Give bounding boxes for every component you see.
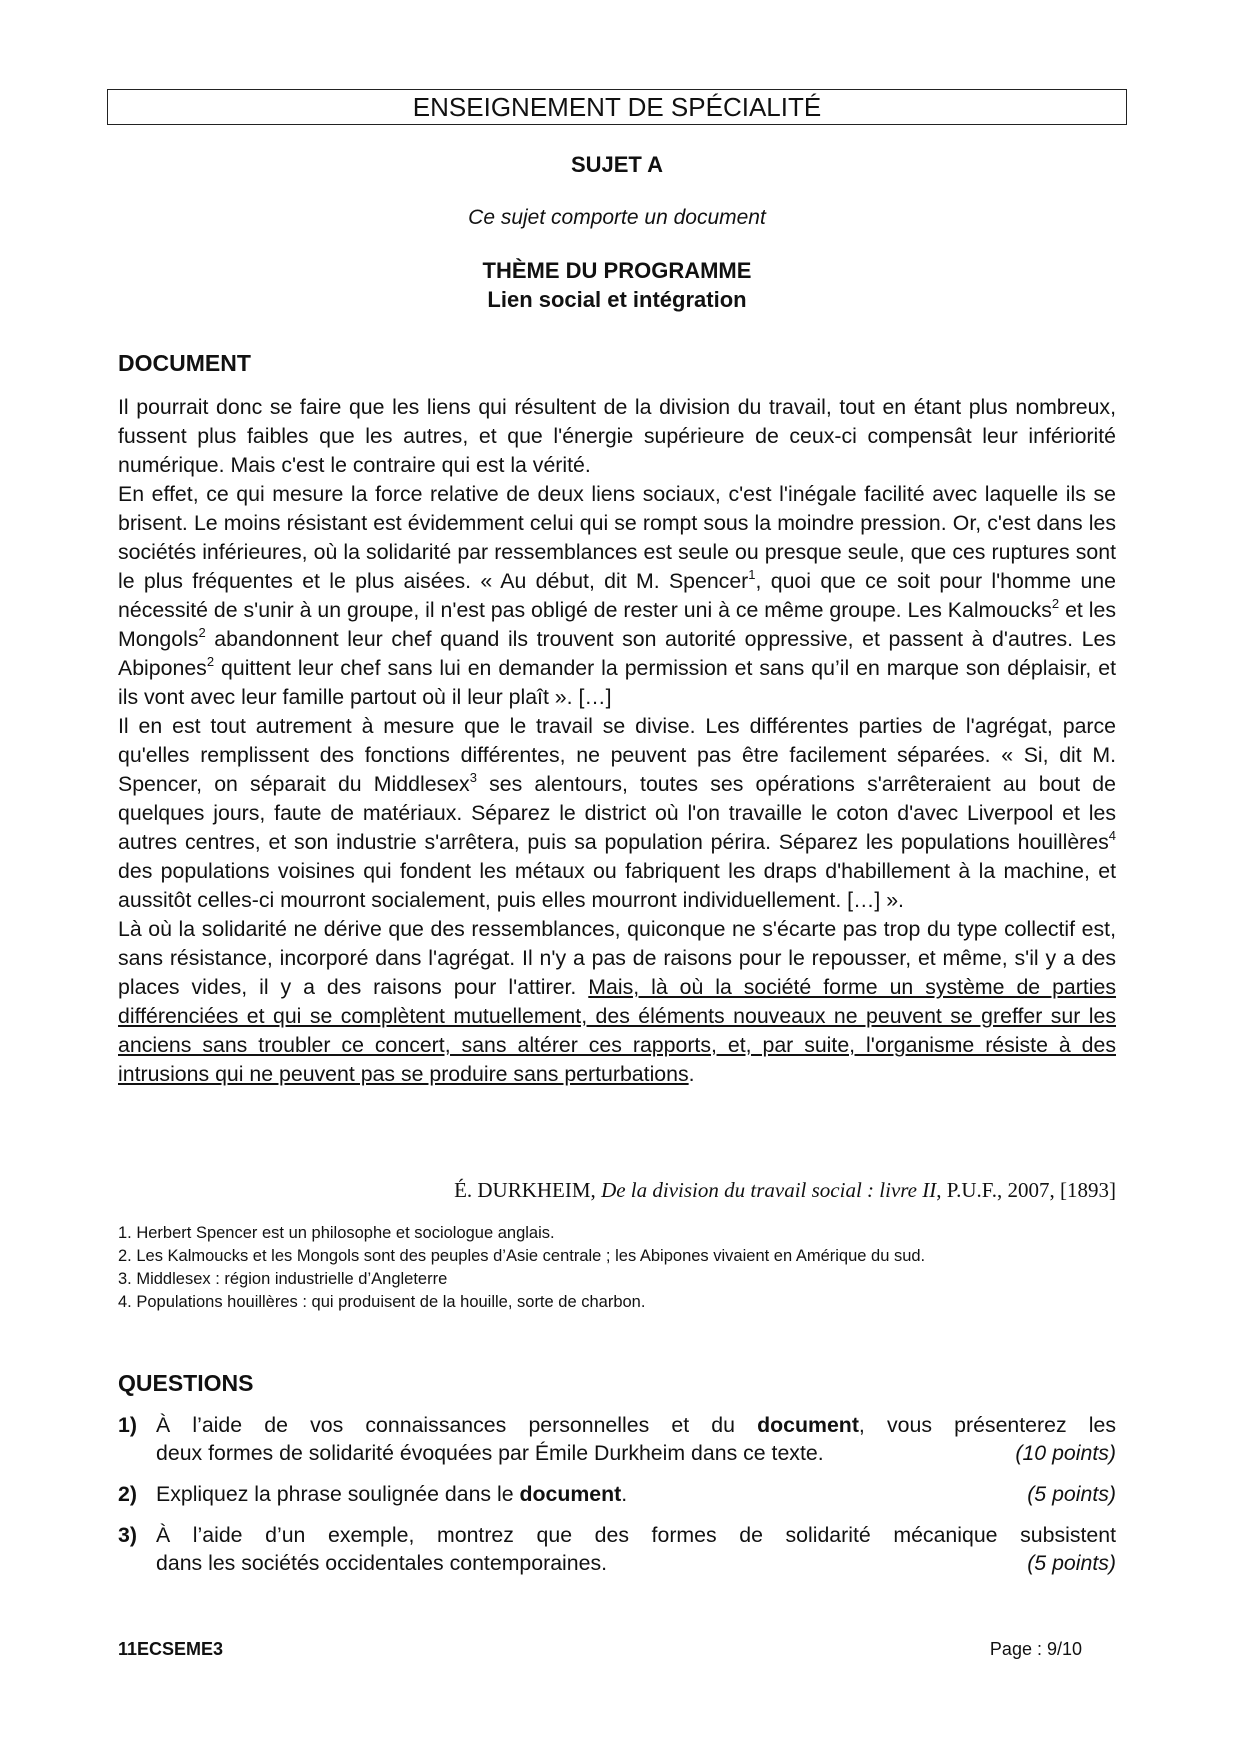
document-paragraph-1: Il pourrait donc se faire que les liens qui résultent de la division du travail, tout en étant plus nombreux, fussent plus faibles que les autres, et que l'énergie supérieure de ceux-ci compensât leur infériorité numérique. Mais c'est le contraire qui est la vérité. [118, 395, 1116, 477]
points-label: (5 points) [1027, 1551, 1116, 1575]
footnotes [118, 1222, 1138, 1314]
document-paragraph-4: Là où la solidarité ne dérive que des ressemblances, quiconque ne s'écarte pas trop du type collectif est, sans résistance, incorporé dans l'agrégat. Il n'y a pas de raisons pour le repousser, et même, s'il y a des places vides, il y a des raisons pour l'attirer. Mais, là où la société forme un système de parties différenciées et qui se complètent mutuellement, des éléments nouveaux ne peuvent se greffer sur les anciens sans troubler ce concert, sans altérer ces rapports, et, par suite, l'organisme résiste à des intrusions qui ne peuvent pas se produire sans perturbations. [118, 917, 1117, 1086]
theme-name: Lien social et intégration [487, 287, 747, 312]
footnote-2: 2. Les Kalmoucks et les Mongols sont des peuples d’Asie centrale ; les Abipones vivaient en Amérique du sud. [118, 1247, 926, 1265]
points-label: (10 points) [1015, 1441, 1116, 1465]
footnote-1: 1. Herbert Spencer est un philosophe et sociologue anglais. [118, 1224, 555, 1242]
document-paragraph-3: Il en est tout autrement à mesure que le travail se divise. Les différentes parties de l'agrégat, parce qu'elles remplissent des fonctions différentes, ne peuvent pas être facilement séparées. « Si, dit M. Spencer, on séparait du Middlesex$^3$ ses alentours, toutes ses opérations s'arrêteraient au bout de quelques jours, faute de matériaux. Séparez le district où l'on travaille le coton d'avec Liverpool et les autres centres, et son industrie s'arrêtera, puis sa population périra. Séparez les populations houillères$^4$ des populations voisines qui fondent les métaux ou fabriquent les draps d'habillement à la machine, et aussitôt celles-ci mourront socialement, puis elles mourront individuellement. […] ». [118, 714, 1116, 912]
subject-title: SUJET A [570, 152, 664, 177]
document-source: É. DURKHEIM, De la division du travail social : livre II, P.U.F., 2007, [1893] [454, 1178, 1116, 1202]
questions-list [118, 1411, 1116, 1590]
question-3: 3) À l’aide d’un exemple, montrez que des formes de solidarité mécanique subsistent dans les sociétés occidentales contemporaines. (5 points) [118, 1523, 1116, 1575]
footnote-ref: 4 [1108, 828, 1116, 843]
footnote-ref: 2 [1051, 596, 1060, 611]
points-label: (5 points) [1027, 1482, 1116, 1506]
document-heading: DOCUMENT [118, 350, 251, 376]
footnote-ref: 2 [206, 654, 215, 669]
document-paragraph-2: En effet, ce qui mesure la force relative de deux liens sociaux, c'est l'inégale facilité avec laquelle ils se brisent. Le moins résistant est évidemment celui qui se rompt sous la moindre pression. Or, c'est dans les sociétés inférieures, où la solidarité par ressemblances est seule ou presque seule, que ces ruptures sont le plus fréquentes et le plus aisées. « Au début, dit M. Spencer$^1$, quoi que ce soit pour l'homme une nécessité de s'unir à un groupe, il n'est pas obligé de rester uni à ce même groupe. Les Kalmoucks$^2$ et les Mongols$^2$ abandonnent leur chef quand ils trouvent son autorité oppressive, et passent à d'autres. Les Abipones$^2$ quittent leur chef sans lui en demander la permission et sans qu’il en marque son déplaisir, et ils vont avec leur famille partout où il leur plaît ». […] [118, 482, 1116, 709]
question-2: 2) Expliquez la phrase soulignée dans le document. (5 points) [118, 1482, 1116, 1506]
footnote-ref: 3 [469, 770, 477, 785]
questions-heading: QUESTIONS [118, 1370, 254, 1396]
question-1: 1) À l’aide de vos connaissances personnelles et du document, vous présenterez les deux formes de solidarité évoquées par Émile Durkheim dans ce texte. (10 points) [118, 1413, 1116, 1465]
page-number: Page : 9/10 [989, 1639, 1082, 1659]
question-number: 3) [118, 1523, 137, 1547]
question-number: 1) [118, 1413, 137, 1437]
specialite-title-box: ENSEIGNEMENT DE SPÉCIALITÉ [107, 89, 1127, 125]
subject-note: Ce sujet comporte un document [468, 206, 766, 229]
exam-code: 11ECSEME3 [118, 1639, 224, 1659]
theme-block [107, 256, 1127, 314]
source-title: De la division du travail social : livre II [601, 1178, 937, 1202]
footnote-ref: 2 [198, 625, 206, 640]
footnote-4: 4. Populations houillères : qui produisent de la houille, sorte de charbon. [118, 1293, 646, 1311]
question-number: 2) [118, 1482, 137, 1506]
theme-label: THÈME DU PROGRAMME [482, 258, 752, 283]
document-text [118, 393, 1116, 1089]
footnote-3: 3. Middlesex : région industrielle d’Angleterre [118, 1270, 448, 1288]
footnote-ref: 1 [748, 567, 756, 582]
underlined-sentence: Mais, là où la société forme un système de parties différenciées et qui se complètent mutuellement, des éléments nouveaux ne peuvent se greffer sur les anciens sans troubler ce concert, sans altérer ces rapports, et, par suite, l'organisme résiste à des intrusions qui ne peuvent pas se produire sans perturbations [118, 975, 1117, 1086]
